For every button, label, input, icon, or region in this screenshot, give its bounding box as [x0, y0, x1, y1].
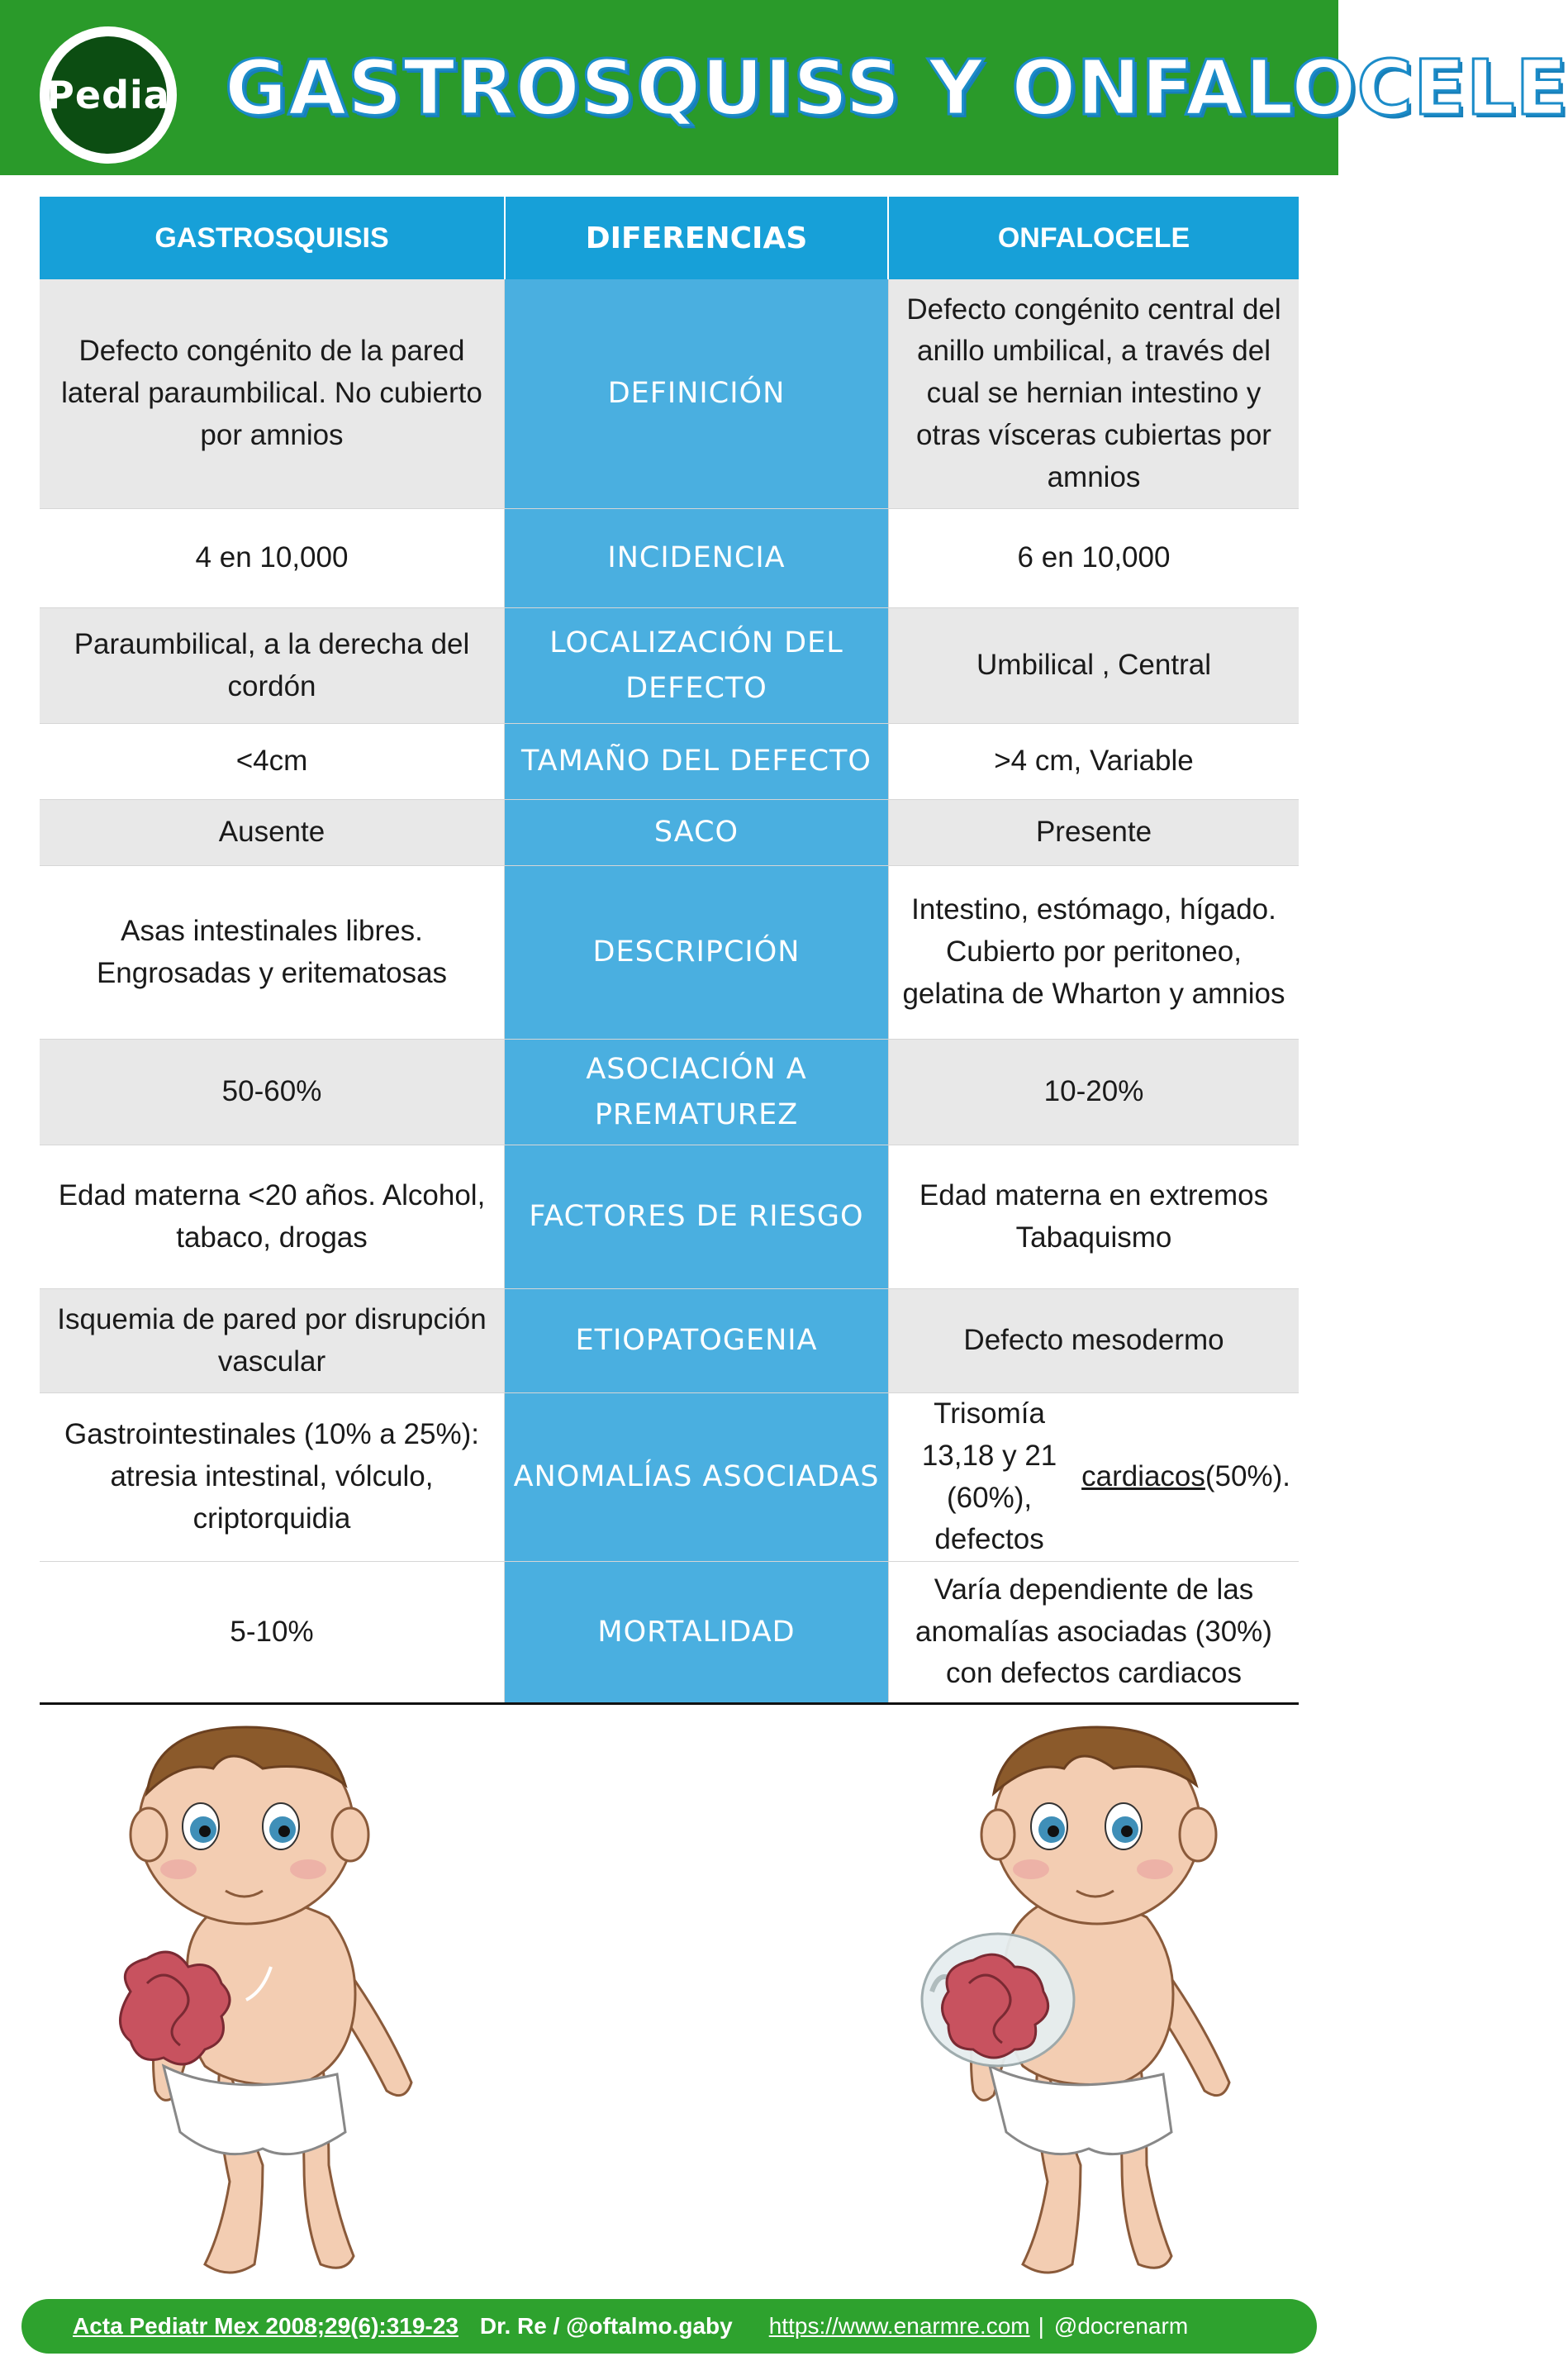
comparison-table: [40, 197, 1299, 1705]
gastrosquisis-cell: Edad materna <20 años. Alcohol, tabaco, drogas: [40, 1145, 504, 1288]
citation-link[interactable]: Acta Pediatr Mex 2008;29(6):319-23: [73, 2313, 459, 2339]
table-row: [40, 1562, 1299, 1702]
difference-label: TAMAÑO DEL DEFECTO: [504, 724, 889, 799]
difference-label: DESCRIPCIÓN: [504, 866, 889, 1039]
difference-label: ANOMALÍAS ASOCIADAS: [504, 1393, 889, 1561]
gastrosquisis-cell: Gastrointestinales (10% a 25%): atresia intestinal, vólculo, criptorquidia: [40, 1393, 504, 1561]
table-row: [40, 279, 1299, 509]
onfalocele-cell: Edad materna en extremos Tabaquismo: [889, 1145, 1299, 1288]
table-row: [40, 1040, 1299, 1145]
anomalias-text-post: (50%).: [1205, 1460, 1290, 1493]
onfalocele-cell: Umbilical , Central: [889, 608, 1299, 723]
difference-label: FACTORES DE RIESGO: [504, 1145, 889, 1288]
gastrosquisis-cell: Asas intestinales libres. Engrosadas y eritematosas: [40, 866, 504, 1039]
gastrosquisis-cell: 50-60%: [40, 1040, 504, 1145]
onfalocele-cell: Defecto mesodermo: [889, 1289, 1299, 1392]
social-handle: @docrenarm: [1053, 2313, 1189, 2339]
omphalocele-baby-illustration: [915, 1719, 1246, 2297]
table-row: [40, 608, 1299, 724]
difference-label: MORTALIDAD: [504, 1562, 889, 1702]
logo-text: Pedia: [46, 73, 170, 117]
onfalocele-cell: Varía dependiente de las anomalías asociadas (30%) con defectos cardiacos: [889, 1562, 1299, 1702]
table-header-row: [40, 197, 1299, 279]
difference-label: DEFINICIÓN: [504, 279, 889, 508]
onfalocele-cell: Presente: [889, 800, 1299, 865]
onfalocele-cell: [889, 1393, 1299, 1561]
gastroschisis-baby-illustration: [97, 1719, 428, 2289]
footer-separator: |: [1038, 2313, 1044, 2339]
table-row: [40, 1393, 1299, 1562]
difference-label: SACO: [504, 800, 889, 865]
onfalocele-cell: Defecto congénito central del anillo umbilical, a través del cual se hernian intestino y otras vísceras cubiertas por amnios: [889, 279, 1299, 508]
table-row: [40, 1289, 1299, 1393]
onfalocele-cell: 10-20%: [889, 1040, 1299, 1145]
onfalocele-cell: Intestino, estómago, hígado. Cubierto por peritoneo, gelatina de Wharton y amnios: [889, 866, 1299, 1039]
gastrosquisis-cell: 5-10%: [40, 1562, 504, 1702]
gastrosquisis-cell: Defecto congénito de la pared lateral paraumbilical. No cubierto por amnios: [40, 279, 504, 508]
gastrosquisis-cell: 4 en 10,000: [40, 509, 504, 607]
table-row: [40, 800, 1299, 866]
onfalocele-cell: 6 en 10,000: [889, 509, 1299, 607]
authors-credit: Dr. Re / @oftalmo.gaby: [479, 2313, 733, 2339]
gastrosquisis-cell: Paraumbilical, a la derecha del cordón: [40, 608, 504, 723]
cardiacos-link[interactable]: cardiacos: [1081, 1460, 1205, 1493]
gastrosquisis-cell: Ausente: [40, 800, 504, 865]
column-header-gastrosquisis: GASTROSQUISIS: [40, 197, 504, 279]
table-row: [40, 509, 1299, 608]
difference-label: ASOCIACIÓN A PREMATUREZ: [504, 1040, 889, 1145]
footer-bar: [21, 2299, 1317, 2354]
column-header-diferencias: DIFERENCIAS: [504, 197, 889, 279]
table-row: [40, 866, 1299, 1040]
pedia-logo: [40, 26, 177, 164]
onfalocele-cell: >4 cm, Variable: [889, 724, 1299, 799]
difference-label: LOCALIZACIÓN DEL DEFECTO: [504, 608, 889, 723]
logo-badge: [46, 36, 170, 154]
table-row: [40, 724, 1299, 800]
gastrosquisis-cell: Isquemia de pared por disrupción vascular: [40, 1289, 504, 1392]
gastrosquisis-cell: <4cm: [40, 724, 504, 799]
anomalias-text-pre: Trisomía 13,18 y 21 (60%), defectos: [921, 1397, 1057, 1556]
column-header-onfalocele: ONFALOCELE: [889, 197, 1299, 279]
table-row: [40, 1145, 1299, 1289]
difference-label: INCIDENCIA: [504, 509, 889, 607]
difference-label: ETIOPATOGENIA: [504, 1289, 889, 1392]
page-title: GASTROSQUISS Y ONFALOCELE: [225, 43, 1568, 132]
header-banner: [0, 0, 1568, 175]
website-link[interactable]: https://www.enarmre.com: [768, 2313, 1030, 2339]
